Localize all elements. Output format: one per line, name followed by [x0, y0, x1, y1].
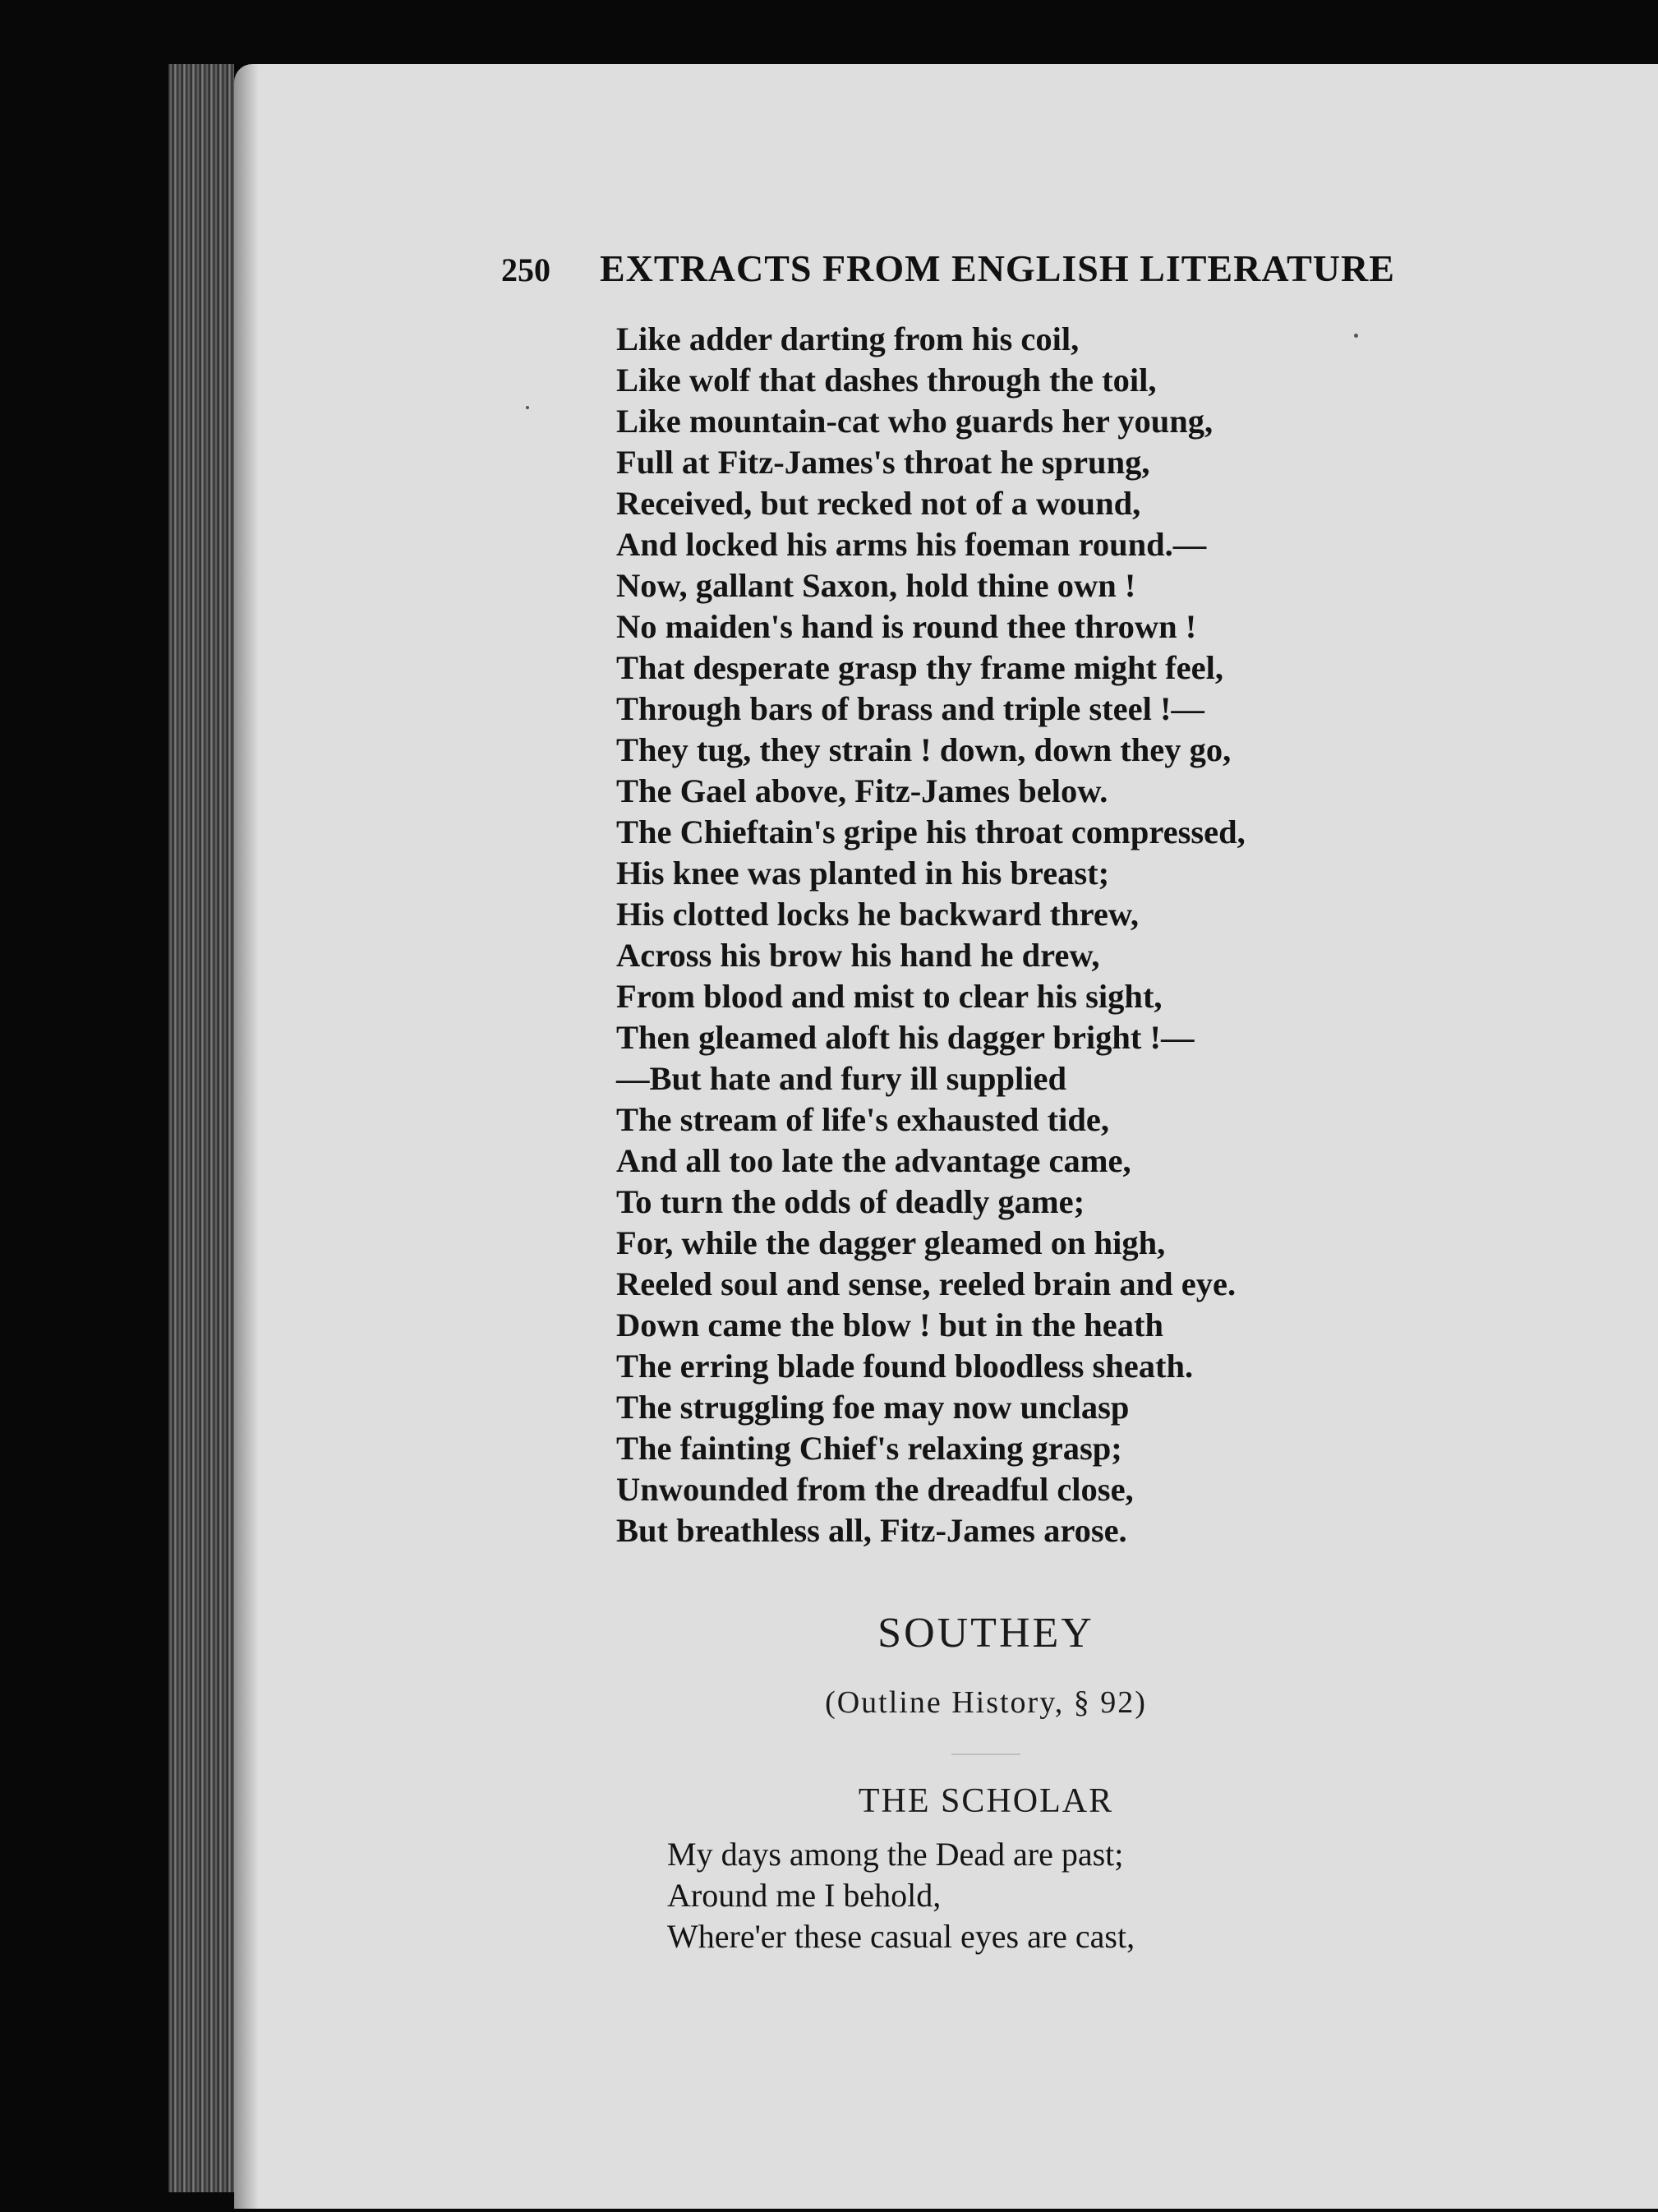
- outline-reference: (Outline History, § 92): [825, 1685, 1147, 1720]
- poem-line: Like adder darting from his coil,: [616, 320, 1080, 357]
- poem-line: Unwounded from the dreadful close,: [616, 1471, 1134, 1508]
- poem-line: The stream of life's exhausted tide,: [616, 1101, 1109, 1138]
- running-head: [501, 247, 1430, 290]
- running-title: EXTRACTS FROM ENGLISH LITERATURE: [600, 247, 1395, 289]
- poem-excerpt: [616, 319, 1438, 1551]
- book-page-edges: [168, 64, 234, 2192]
- page-number: 250: [501, 251, 550, 288]
- poem-title: THE SCHOLAR: [858, 1782, 1114, 1820]
- gutter-shadow: [234, 64, 259, 2209]
- poem-line: His clotted locks he backward threw,: [616, 896, 1139, 933]
- scholar-poem: [667, 1834, 1407, 1957]
- poem-line: His knee was planted in his breast;: [616, 855, 1110, 892]
- poem-line: But breathless all, Fitz-James arose.: [616, 1512, 1127, 1549]
- poem-line: They tug, they strain ! down, down they go,: [616, 731, 1232, 768]
- poem-line: The erring blade found bloodless sheath.: [616, 1348, 1194, 1385]
- scan-speck: [526, 406, 529, 409]
- poem-line: Received, but recked not of a wound,: [616, 485, 1141, 522]
- poem-line: Then gleamed aloft his dagger bright !—: [616, 1019, 1195, 1056]
- poem-line: Across his brow his hand he drew,: [616, 937, 1100, 974]
- poem-line: That desperate grasp thy frame might feel,: [616, 649, 1223, 686]
- poem-line: My days among the Dead are past;: [667, 1836, 1124, 1873]
- poem-line: Where'er these casual eyes are cast,: [667, 1918, 1135, 1955]
- poem-line: Reeled soul and sense, reeled brain and eye.: [616, 1265, 1237, 1302]
- poem-line: Through bars of brass and triple steel !—: [616, 690, 1204, 727]
- poem-line: And locked his arms his foeman round.—: [616, 526, 1207, 563]
- poem-line: Around me I behold,: [667, 1877, 942, 1914]
- poem-line: Down came the blow ! but in the heath: [616, 1306, 1164, 1343]
- poem-line: Like wolf that dashes through the toil,: [616, 362, 1157, 399]
- poem-line: —But hate and fury ill supplied: [616, 1060, 1067, 1097]
- divider-rule: [951, 1753, 1020, 1755]
- poem-line: Full at Fitz-James's throat he sprung,: [616, 444, 1150, 481]
- poem-line: From blood and mist to clear his sight,: [616, 978, 1163, 1015]
- poem-line: The Chieftain's gripe his throat compressed,: [616, 813, 1246, 850]
- poem-line: No maiden's hand is round thee thrown !: [616, 608, 1197, 645]
- poem-line: The fainting Chief's relaxing grasp;: [616, 1430, 1122, 1467]
- author-heading: SOUTHEY: [877, 1610, 1094, 1657]
- scan-speck: [1354, 334, 1358, 338]
- poem-line: The Gael above, Fitz-James below.: [616, 772, 1108, 809]
- poem-line: The struggling foe may now unclasp: [616, 1389, 1130, 1426]
- poem-line: And all too late the advantage came,: [616, 1142, 1131, 1179]
- poem-line: Now, gallant Saxon, hold thine own !: [616, 567, 1136, 604]
- poem-line: For, while the dagger gleamed on high,: [616, 1224, 1166, 1261]
- poem-line: To turn the odds of deadly game;: [616, 1183, 1085, 1220]
- poem-line: Like mountain-cat who guards her young,: [616, 403, 1214, 440]
